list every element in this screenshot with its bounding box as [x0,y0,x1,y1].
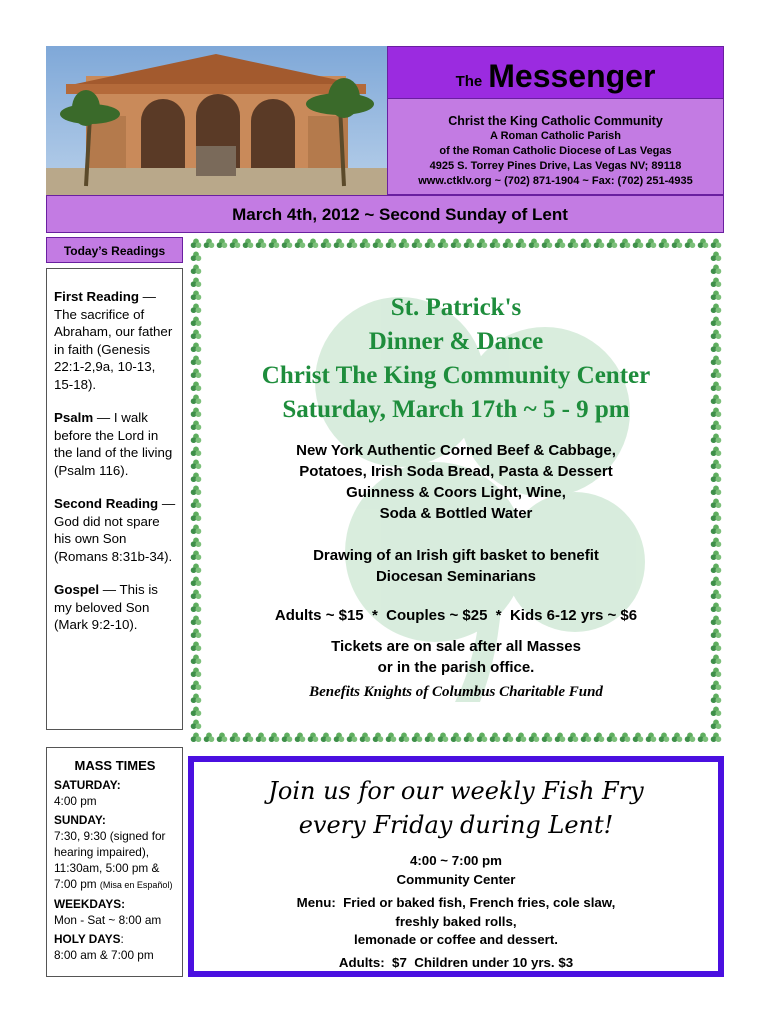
mass-times-panel [46,747,183,977]
shamrock-icon [191,291,202,301]
reading-text: — God did not spare his own Son (Romans 8:31b-34). [54,496,176,564]
event-title-line: Dinner & Dance [368,328,544,355]
shamrock-icon [711,408,722,418]
mass-holy-colon: : [120,932,124,946]
shamrock-icon [295,733,306,743]
date-banner: March 4th, 2012 ~ Second Sunday of Lent [46,195,724,233]
mass-sunday-times-text: 7:30, 9:30 (signed for hearing impaired), 11:30am, 5:00 pm & 7:00 pm [54,829,166,891]
reading-label: First Reading [54,289,139,304]
mass-holy-days [54,931,176,963]
shamrock-icon [555,239,566,249]
fish-fry-menu-line: lemonade or coffee and dessert. [354,932,558,947]
shamrock-icon [711,252,722,262]
shamrock-icon [191,733,202,743]
parish-line-2: of the Roman Catholic Diocese of Las Vegas [439,145,672,157]
shamrock-icon [321,733,332,743]
mass-saturday [54,777,176,809]
reading-text: — This is my beloved Son (Mark 9:2-10). [54,582,158,632]
shamrock-icon [191,317,202,327]
shamrock-icon [477,733,488,743]
shamrock-icon [711,512,722,522]
shamrock-icon [191,473,202,483]
shamrock-icon [269,733,280,743]
shamrock-icon [269,239,280,249]
shamrock-icon [438,733,449,743]
mass-weekdays [54,896,176,928]
shamrock-icon [711,304,722,314]
shamrock-icon [711,694,722,704]
church-photo [46,46,387,195]
shamrock-icon [490,733,501,743]
shamrock-icon [308,239,319,249]
shamrock-icon [360,733,371,743]
event-tickets-line: or in the parish office. [377,659,535,676]
shamrock-icon [711,291,722,301]
shamrock-icon [256,239,267,249]
event-menu-line: Guinness & Coors Light, Wine, [346,484,566,501]
fish-fry-headline-line: Join us for our weekly Fish Fry [268,777,644,805]
shamrock-icon [464,239,475,249]
shamrock-icon [282,733,293,743]
fish-fry-details [194,852,718,972]
event-title-line: Saturday, March 17th ~ 5 - 9 pm [282,396,630,423]
reading-second [54,495,176,565]
shamrock-icon [191,382,202,392]
shamrock-icon [711,707,722,717]
shamrock-icon [438,239,449,249]
shamrock-icon [711,265,722,275]
shamrock-icon [672,733,683,743]
masthead-title: Messenger [488,58,656,94]
shamrock-icon [711,421,722,431]
shamrock-icon [711,733,722,743]
shamrock-icon [711,616,722,626]
shamrock-icon [620,239,631,249]
parish-info [387,99,724,195]
shamrock-icon [191,330,202,340]
shamrock-icon [243,733,254,743]
shamrock-icon [334,239,345,249]
shamrock-icon [711,720,722,730]
shamrock-icon [516,733,527,743]
shamrock-icon [191,577,202,587]
shamrock-icon [191,447,202,457]
shamrock-icon [243,239,254,249]
shamrock-icon [295,239,306,249]
fish-fry-prices: Adults: $7 Children under 10 yrs. $3 [338,954,574,970]
shamrock-icon [191,642,202,652]
shamrock-icon [685,239,696,249]
shamrock-icon [711,382,722,392]
shamrock-icon [646,239,657,249]
shamrock-icon [191,681,202,691]
shamrock-icon [594,733,605,743]
shamrock-icon [503,239,514,249]
readings-header: Today’s Readings [46,237,183,263]
shamrock-icon [412,239,423,249]
event-tickets [208,636,704,678]
shamrock-icon [711,239,722,249]
shamrock-icon [646,733,657,743]
shamrock-icon [711,564,722,574]
mass-weekdays-times: Mon - Sat ~ 8:00 am [54,913,162,927]
shamrock-icon [711,525,722,535]
reading-gospel [54,581,176,634]
shamrock-icon [191,304,202,314]
event-menu-line: Potatoes, Irish Soda Bread, Pasta & Dessert [299,463,613,480]
shamrock-icon [256,733,267,743]
shamrock-icon [568,239,579,249]
shamrock-icon [282,239,293,249]
shamrock-icon [191,538,202,548]
shamrock-icon [191,590,202,600]
shamrock-icon [529,239,540,249]
fish-fry-box [188,756,724,977]
shamrock-icon [386,239,397,249]
shamrock-icon [204,733,215,743]
mass-holy-label-row [54,931,176,947]
shamrock-icon [347,733,358,743]
shamrock-icon [386,733,397,743]
shamrock-icon [191,564,202,574]
shamrock-icon [698,733,709,743]
shamrock-icon [191,616,202,626]
parish-name: Christ the King Catholic Community [448,114,663,128]
shamrock-icon [581,239,592,249]
event-benefits: Benefits Knights of Columbus Charitable Fund [309,684,603,700]
shamrock-icon [412,733,423,743]
shamrock-icon [711,668,722,678]
shamrock-icon [659,239,670,249]
parish-address: 4925 S. Torrey Pines Drive, Las Vegas NV; 89118 [429,160,682,172]
shamrock-icon [191,278,202,288]
event-tickets-line: Tickets are on sale after all Masses [331,638,581,655]
shamrock-icon [191,434,202,444]
reading-label: Psalm [54,410,94,425]
mass-holy-label: HOLY DAYS [54,932,121,946]
event-title [208,291,704,427]
shamrock-icon [191,460,202,470]
shamrock-icon [360,239,371,249]
reading-first [54,288,176,393]
fish-fry-place: Community Center [396,871,516,887]
shamrock-icon [711,356,722,366]
shamrock-icon [191,421,202,431]
mass-saturday-times: 4:00 pm [54,794,97,808]
shamrock-icon [620,733,631,743]
mass-weekdays-label: WEEKDAYS: [54,897,126,911]
shamrock-icon [191,668,202,678]
shamrock-icon [594,239,605,249]
shamrock-icon [711,629,722,639]
shamrock-icon [711,603,722,613]
shamrock-icon [711,590,722,600]
event-menu [208,440,704,524]
shamrock-icon [711,330,722,340]
shamrock-icon [711,655,722,665]
shamrock-icon [399,239,410,249]
shamrock-icon [191,343,202,353]
shamrock-icon [542,733,553,743]
shamrock-icon [516,239,527,249]
shamrock-icon [191,356,202,366]
shamrock-icon [425,239,436,249]
event-title-line: Christ The King Community Center [261,362,651,389]
reading-psalm [54,409,176,479]
shamrock-icon [191,252,202,262]
shamrock-icon [191,486,202,496]
shamrock-icon [568,733,579,743]
fish-fry-time: 4:00 ~ 7:00 pm [409,853,503,868]
shamrock-icon [711,460,722,470]
reading-text: — I walk before the Lord in the land of the living (Psalm 116). [54,410,173,478]
shamrock-icon [308,733,319,743]
shamrock-icon [581,733,592,743]
shamrock-icon [607,733,618,743]
event-drawing-line: Diocesan Seminarians [375,568,537,585]
parish-contact: www.ctklv.org ~ (702) 871-1904 ~ Fax: (702) 251-4935 [418,175,693,187]
readings-panel [46,268,183,730]
shamrock-icon [633,733,644,743]
shamrock-icon [191,239,202,249]
shamrock-icon [555,733,566,743]
shamrock-icon [711,434,722,444]
shamrock-icon [711,486,722,496]
parish-line-1: A Roman Catholic Parish [489,130,621,142]
event-menu-line: Soda & Bottled Water [379,505,533,522]
shamrock-icon [334,733,345,743]
shamrock-icon [711,278,722,288]
shamrock-icon [698,239,709,249]
shamrock-icon [217,733,228,743]
shamrock-icon [321,239,332,249]
shamrock-icon [451,733,462,743]
mass-sunday [54,812,176,893]
shamrock-icon [191,369,202,379]
fish-fry-headline-line: every Friday during Lent! [298,811,614,839]
shamrock-icon [711,681,722,691]
fish-fry-menu-line: Menu: Fried or baked fish, French fries, cole slaw, [296,895,616,910]
masthead [387,46,724,99]
shamrock-icon [191,499,202,509]
mass-sunday-note: (Misa en Español) [99,880,173,890]
shamrock-icon [191,551,202,561]
event-drawing [208,545,704,587]
shamrock-icon [711,447,722,457]
shamrock-icon [711,343,722,353]
shamrock-icon [191,707,202,717]
shamrock-icon [711,369,722,379]
event-drawing-line: Drawing of an Irish gift basket to benefit [313,547,599,564]
shamrock-icon [373,239,384,249]
shamrock-icon [230,239,241,249]
shamrock-icon [633,239,644,249]
shamrock-icon [607,239,618,249]
mass-sunday-label: SUNDAY: [54,813,106,827]
shamrock-icon [347,239,358,249]
mass-sunday-times [54,828,176,893]
shamrock-icon [529,733,540,743]
shamrock-icon [217,239,228,249]
mass-times-title: MASS TIMES [74,758,156,773]
shamrock-icon [711,642,722,652]
shamrock-icon [191,694,202,704]
shamrock-icon [191,720,202,730]
shamrock-icon [711,577,722,587]
reading-text: — The sacrifice of Abraham, our father in faith (Genesis 22:1-2,9a, 10-13, 15-18). [54,289,173,392]
shamrock-icon [191,525,202,535]
shamrock-icon [191,655,202,665]
mass-holy-times: 8:00 am & 7:00 pm [54,948,154,962]
shamrock-icon [672,239,683,249]
shamrock-icon [685,733,696,743]
shamrock-icon [191,395,202,405]
event-prices: Adults ~ $15 * Couples ~ $25 * Kids 6-12 yrs ~ $6 [274,607,638,624]
shamrock-icon [399,733,410,743]
shamrock-icon [191,629,202,639]
event-menu-line: New York Authentic Corned Beef & Cabbage, [296,442,616,459]
shamrock-icon [191,512,202,522]
shamrock-icon [711,317,722,327]
shamrock-icon [464,733,475,743]
shamrock-icon [503,733,514,743]
shamrock-icon [191,408,202,418]
masthead-the: The [455,73,483,90]
shamrock-icon [204,239,215,249]
mass-saturday-label: SATURDAY: [54,778,121,792]
shamrock-icon [711,473,722,483]
shamrock-icon [711,499,722,509]
shamrock-icon [659,733,670,743]
event-title-line: St. Patrick's [390,294,522,321]
shamrock-icon [230,733,241,743]
shamrock-icon [542,239,553,249]
shamrock-icon [373,733,384,743]
shamrock-icon [711,395,722,405]
reading-label: Second Reading [54,496,159,511]
fish-fry-headline [194,774,718,842]
shamrock-icon [191,265,202,275]
shamrock-icon [711,551,722,561]
shamrock-icon [477,239,488,249]
shamrock-icon [451,239,462,249]
shamrock-icon [425,733,436,743]
reading-label: Gospel [54,582,100,597]
shamrock-icon [490,239,501,249]
shamrock-icon [711,538,722,548]
shamrock-icon [191,603,202,613]
fish-fry-menu-line: freshly baked rolls, [395,913,517,929]
